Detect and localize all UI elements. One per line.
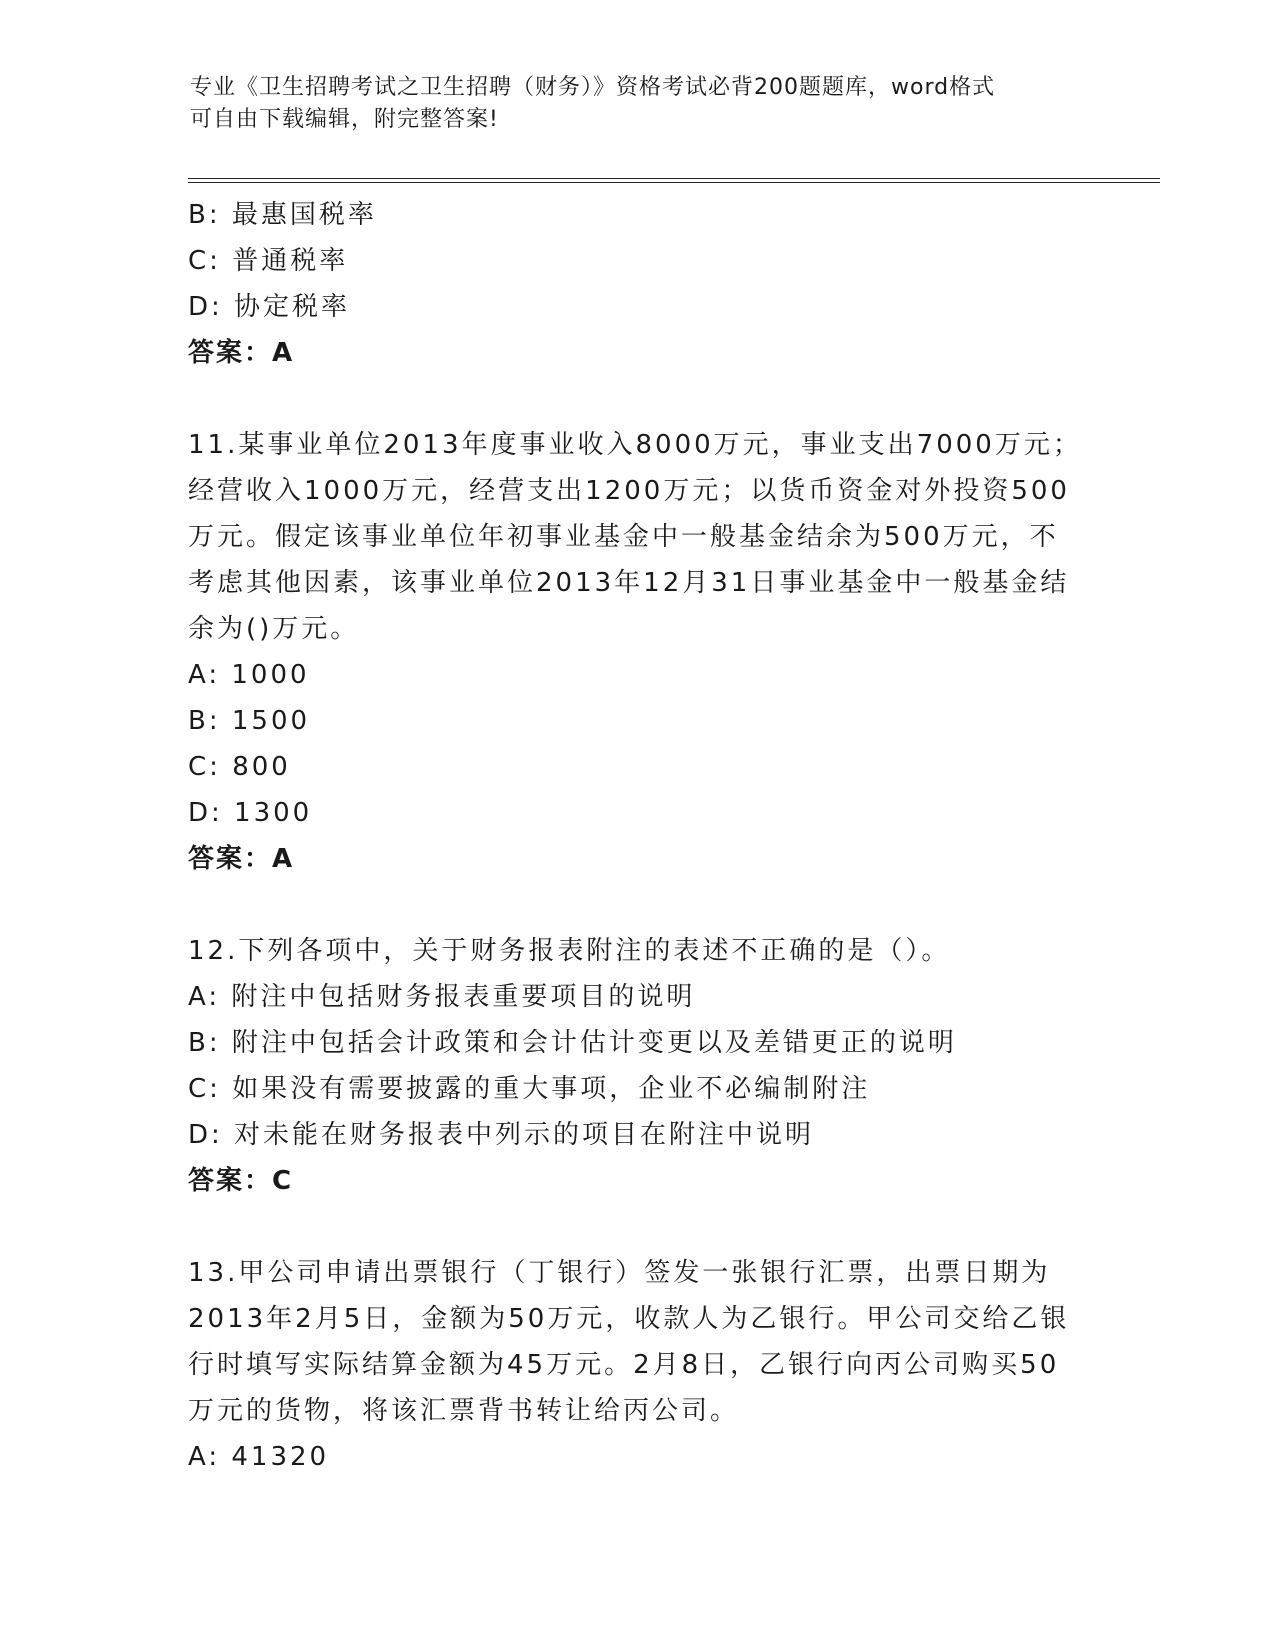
option-label: B: — [188, 706, 221, 736]
header-title-line-1: 专业《卫生招聘考试之卫生招聘（财务）》资格考试必背200题题库，word格式 — [190, 75, 996, 100]
question-text-line: 2013年2月5日，金额为50万元，收款人为乙银行。甲公司交给乙银 — [188, 1304, 1070, 1334]
question-text-line: 考虑其他因素，该事业单位2013年12月31日事业基金中一般基金结 — [188, 568, 1070, 598]
answer-line: 答案：C — [188, 1166, 294, 1196]
option-label: C: — [188, 752, 221, 782]
answer-line: 答案：A — [188, 338, 295, 368]
option-text: 1300 — [234, 798, 313, 828]
option-text: 附注中包括会计政策和会计估计变更以及差错更正的说明 — [231, 1028, 957, 1058]
option-d — [188, 284, 1088, 330]
question-12 — [188, 928, 1088, 1204]
option-b — [188, 1020, 1088, 1066]
option-text: 如果没有需要披露的重大事项，企业不必编制附注 — [232, 1074, 871, 1104]
question-13 — [188, 1250, 1088, 1480]
question-text-line: 经营收入1000万元，经营支出1200万元；以货币资金对外投资500 — [188, 476, 1070, 506]
question-text-line: 13.甲公司申请出票银行（丁银行）签发一张银行汇票，出票日期为 — [188, 1258, 1051, 1288]
option-b — [188, 698, 1088, 744]
option-label: A: — [188, 982, 221, 1012]
option-label: A: — [188, 660, 221, 690]
spacer — [188, 882, 1088, 928]
header-divider — [188, 178, 1160, 183]
option-text: 附注中包括财务报表重要项目的说明 — [231, 982, 696, 1012]
question-text-line: 行时填写实际结算金额为45万元。2月8日，乙银行向丙公司购买50 — [188, 1350, 1060, 1380]
option-label: D: — [188, 1120, 223, 1150]
option-label: B: — [188, 200, 221, 230]
option-a — [188, 1434, 1088, 1480]
option-text: 最惠国税率 — [231, 200, 377, 230]
option-text: 1500 — [231, 706, 311, 736]
option-b — [188, 192, 1088, 238]
option-text: 41320 — [231, 1442, 330, 1472]
option-label: C: — [188, 1074, 221, 1104]
question-10-continued — [188, 192, 1088, 376]
option-a — [188, 974, 1088, 1020]
option-text: 协定税率 — [234, 292, 351, 322]
header-title-line-2: 可自由下载编辑，附完整答案! — [190, 107, 499, 132]
option-label: D: — [188, 798, 223, 828]
option-label: C: — [188, 246, 221, 276]
option-label: A: — [188, 1442, 221, 1472]
spacer — [188, 1204, 1088, 1250]
option-c — [188, 238, 1088, 284]
option-label: D: — [188, 292, 223, 322]
question-text-line: 11.某事业单位2013年度事业收入8000万元，事业支出7000万元； — [188, 430, 1082, 460]
option-d — [188, 1112, 1088, 1158]
option-text: 对未能在财务报表中列示的项目在附注中说明 — [234, 1120, 815, 1150]
question-content — [188, 192, 1088, 1480]
option-c — [188, 744, 1088, 790]
question-text-line: 余为()万元。 — [188, 614, 360, 644]
option-a — [188, 652, 1088, 698]
answer-line: 答案：A — [188, 844, 295, 874]
question-text-line: 万元的货物，将该汇票背书转让给丙公司。 — [188, 1396, 740, 1426]
option-text: 普通税率 — [232, 246, 349, 276]
question-text-line: 12.下列各项中，关于财务报表附注的表述不正确的是（）。 — [188, 936, 951, 966]
option-d — [188, 790, 1088, 836]
option-c — [188, 1066, 1088, 1112]
question-text-line: 万元。假定该事业单位年初事业基金中一般基金结余为500万元，不 — [188, 522, 1059, 552]
question-11 — [188, 422, 1088, 882]
document-header — [190, 72, 1090, 136]
option-text: 1000 — [231, 660, 310, 690]
option-text: 800 — [232, 752, 291, 782]
option-label: B: — [188, 1028, 221, 1058]
spacer — [188, 376, 1088, 422]
